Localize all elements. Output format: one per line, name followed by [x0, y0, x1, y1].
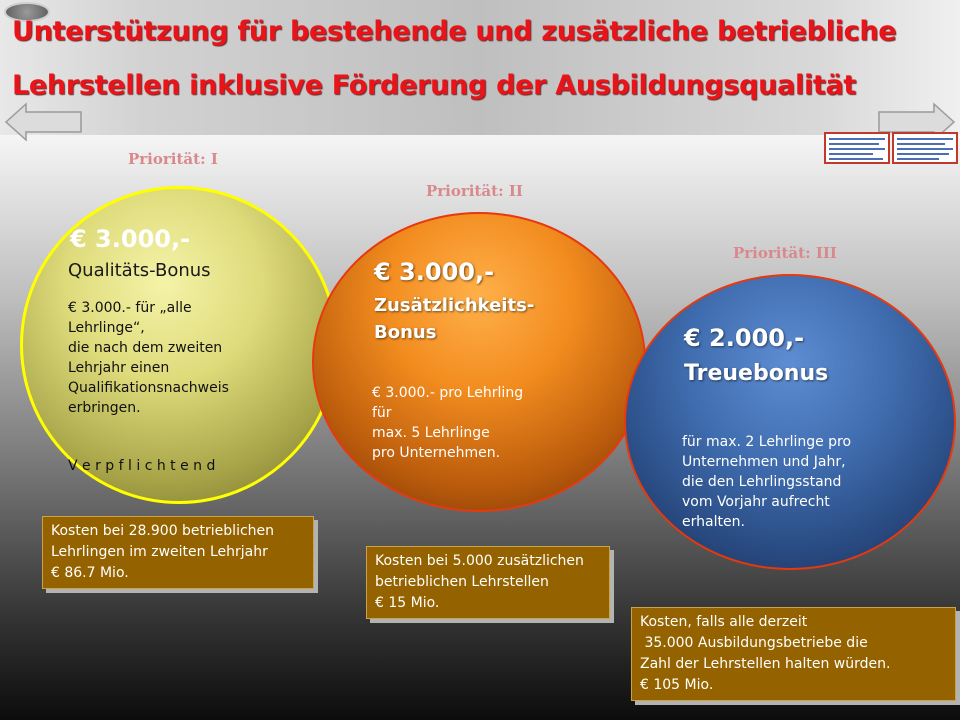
bonus-name-3: Treuebonus: [684, 361, 829, 386]
description-1: € 3.000.- für „alle Lehrlinge“, die nach dem zweiten Lehrjahr einen Qualifikationsnachweis erbringen.: [68, 300, 229, 416]
bonus-name-2-line-2: Bonus: [374, 322, 437, 343]
cost-box-2: Kosten bei 5.000 zusätzlichen betrieblichen Lehrstellen € 15 Mio.: [366, 546, 610, 619]
page-title-line-1: Unterstützung für bestehende und zusätzliche betriebliche: [12, 16, 897, 47]
cost-box-1: Kosten bei 28.900 betrieblichen Lehrlingen im zweiten Lehrjahr € 86.7 Mio.: [42, 516, 314, 589]
bonus-name-1: Qualitäts-Bonus: [68, 260, 211, 281]
zusaetzlichkeits-bonus-circle: [312, 212, 646, 512]
bonus-name-2-line-1: Zusätzlichkeits-: [374, 295, 535, 316]
slide-thumbnail-icon[interactable]: [892, 132, 958, 164]
description-3: für max. 2 Lehrlinge pro Unternehmen und Jahr, die den Lehrlingsstand vom Vorjahr aufrecht erhalten.: [682, 434, 852, 530]
price-3: € 2.000,-: [684, 324, 805, 352]
mandatory-note: V e r p f l i c h t e n d: [68, 458, 216, 474]
slide-thumbnail-icon[interactable]: [824, 132, 890, 164]
priority-label-2: Priorität: II: [426, 182, 523, 200]
priority-label-3: Priorität: III: [733, 244, 837, 262]
arrow-left-icon[interactable]: [4, 100, 84, 144]
price-2: € 3.000,-: [374, 258, 495, 286]
cost-box-3: Kosten, falls alle derzeit 35.000 Ausbildungsbetriebe die Zahl der Lehrstellen halten würden. € 105 Mio.: [631, 607, 956, 701]
price-1: € 3.000,-: [70, 225, 191, 253]
description-2: € 3.000.- pro Lehrling für max. 5 Lehrlinge pro Unternehmen.: [372, 385, 524, 461]
priority-label-1: Priorität: I: [128, 150, 218, 168]
page-title-line-2: Lehrstellen inklusive Förderung der Ausbildungsqualität: [12, 70, 857, 101]
